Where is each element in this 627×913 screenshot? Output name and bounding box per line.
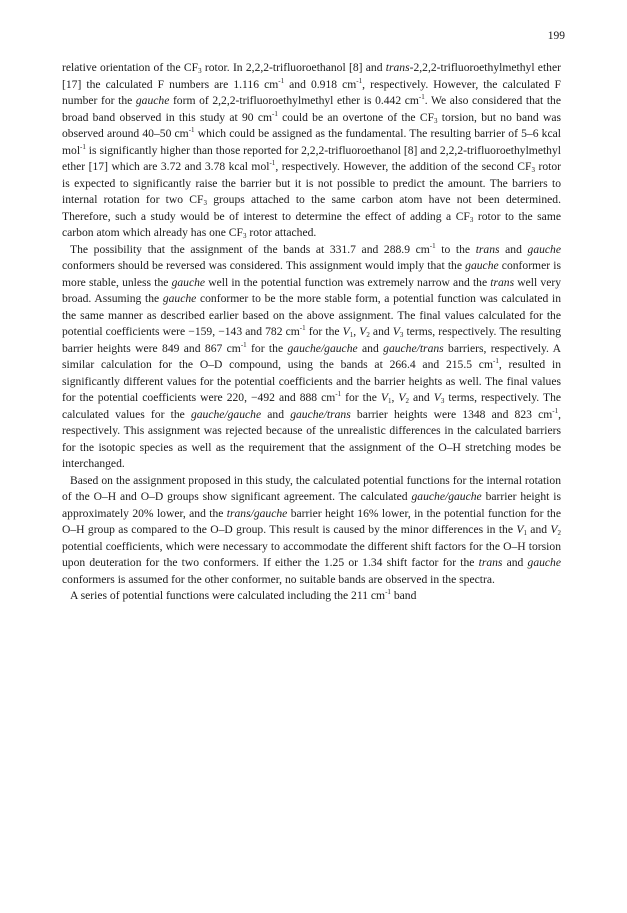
italic-term: gauche/gauche bbox=[287, 341, 358, 355]
italic-term: V bbox=[516, 523, 524, 536]
italic-term: trans/gauche bbox=[226, 506, 288, 520]
subscript: 1 bbox=[387, 397, 392, 405]
italic-term: V bbox=[433, 391, 441, 404]
superscript: -1 bbox=[188, 126, 195, 134]
superscript: -1 bbox=[335, 390, 342, 398]
italic-term: gauche bbox=[135, 94, 170, 107]
italic-term: gauche/trans bbox=[290, 407, 351, 421]
italic-term: gauche bbox=[465, 259, 499, 272]
subscript: 3 bbox=[531, 166, 535, 174]
italic-term: V bbox=[550, 523, 558, 536]
paragraph-oh-od-comparison: Based on the assignment proposed in this study, the calculated potential functions for the internal rotation of the O–H and O–D groups show significant agreement. The calculated gauche/gauche barrier height is approximately 20% lower, and the trans/gauche barrier height 16% lower, in the potential function for the O–H group as compared to the O–D group. This result is caused by the minor differences in the $V_1$ and $V_2$ potential coefficients, which were necessary to accommodate the different shift factors for the O–H torsion upon deuteration for the two conformers. If either the 1.25 or 1.34 shift factor for the trans and gauche conformers is assumed for the other conformer, no suitable bands are observed in the spectra. bbox=[62, 473, 561, 586]
italic-term: gauche bbox=[162, 292, 197, 305]
superscript: -1 bbox=[269, 159, 276, 167]
body-text bbox=[62, 60, 561, 605]
italic-term: gauche/gauche bbox=[190, 407, 262, 421]
italic-term: trans bbox=[490, 275, 515, 289]
italic-term: gauche bbox=[171, 275, 206, 289]
paragraph-reversed-assignment: The possibility that the assignment of the bands at 331.7 and 288.9 $cm^{-1}$ to the trans and gauche conformers should be reversed was considered. This assignment would imply that the gauche conformer is more stable, unless the gauche well in the potential function was extremely narrow and the trans well very broad. Assuming the gauche conformer to be the more stable form, a potential function was calculated in the same manner as described earlier based on the above assignment. The final values calculated for the potential coefficients were −159, −143 and 782 $cm^{-1}$ for the $V_1$, $V_2$ and $V_3$ terms, respectively. The resulting barrier heights were 849 and 867 $cm^{-1}$ for the gauche/gauche and gauche/trans barriers, respectively. A similar calculation for the O–D compound, using the bands at 266.4 and 215.5 $cm^{-1}$, resulted in significantly different values for the potential coefficients and the barrier heights as well. The final values for the potential coefficients were 220, −492 and 888 $cm^{-1}$ for the $V_1$, $V_2$ and $V_3$ terms, respectively. The calculated values for the gauche/gauche and gauche/trans barrier heights were 1348 and 823 $cm^{-1}$, respectively. This assignment was rejected because of the unrealistic differences in the calculated barriers for the isotopic species as well as the requirement that the assignment of the O–H stretching modes be interchanged. bbox=[62, 241, 562, 470]
subscript: 3 bbox=[203, 199, 207, 207]
italic-term: gauche/gauche bbox=[411, 490, 482, 503]
subscript: 3 bbox=[242, 232, 247, 240]
subscript: 1 bbox=[523, 529, 527, 537]
subscript: 3 bbox=[198, 67, 202, 75]
superscript: -1 bbox=[80, 142, 86, 151]
superscript: -1 bbox=[299, 324, 306, 332]
paragraph-potential-series: A series of potential functions were calculated including the 211 $cm^{-1}$ band bbox=[70, 588, 417, 602]
subscript: 3 bbox=[469, 215, 474, 224]
superscript: -1 bbox=[272, 109, 278, 118]
italic-term: trans bbox=[478, 556, 503, 569]
superscript: -1 bbox=[552, 406, 559, 415]
italic-term: trans bbox=[475, 242, 500, 256]
superscript: -1 bbox=[385, 588, 391, 596]
italic-term: V bbox=[359, 325, 367, 338]
subscript: 3 bbox=[399, 331, 404, 339]
subscript: 2 bbox=[405, 397, 409, 405]
subscript: 3 bbox=[434, 116, 438, 125]
superscript: -1 bbox=[356, 76, 363, 85]
superscript: -1 bbox=[492, 357, 499, 365]
italic-term: V bbox=[380, 391, 388, 404]
superscript: -1 bbox=[429, 241, 436, 250]
subscript: 1 bbox=[349, 331, 354, 339]
italic-term: V bbox=[398, 391, 406, 404]
italic-term: gauche/trans bbox=[383, 341, 444, 355]
italic-term: trans bbox=[385, 61, 410, 74]
superscript: -1 bbox=[418, 93, 425, 101]
superscript: -1 bbox=[278, 76, 285, 85]
paragraph-cf3-rotor: relative orientation of the $CF_3$ rotor. In 2,2,2-trifluoroethanol [8] and trans-2,2,2-trifluoroethylmethyl ether [17] the calculated F numbers are 1.116 $cm^{-1}$ and 0.918 $cm^{-1}$, respectively. However, the calculated F number for the gauche form of 2,2,2-trifluoroethylmethyl ether is 0.442 $cm^{-1}$. We also considered that the broad band observed in this study at 90 $cm^{-1}$ could be an overtone of the $CF_3$ torsion, but no band was observed around 40–50 $cm^{-1}$ which could be assigned as the fundamental. The resulting barrier of 5–6 kcal mol$^{-1}$ is significantly higher than those reported for 2,2,2-trifluoroethanol [8] and 2,2,2-trifluoroethylmethyl ether [17] which are 3.72 and 3.78 kcal mol$^{-1}$, respectively. However, the addition of the second $CF_3$ rotor is expected to significantly raise the barrier but it is not possible to predict the amount. The barriers to internal rotation for two $CF_3$ groups attached to the same carbon atom have not been determined. Therefore, such a study would be of interest to determine the effect of adding a $CF_3$ rotor to the same carbon atom which already has one $CF_3$ rotor attached. bbox=[62, 61, 562, 240]
subscript: 2 bbox=[557, 529, 561, 537]
italic-term: V bbox=[342, 325, 350, 338]
subscript: 2 bbox=[366, 331, 370, 339]
subscript: 3 bbox=[440, 397, 445, 405]
italic-term: gauche bbox=[527, 242, 561, 256]
superscript: -1 bbox=[240, 340, 247, 349]
italic-term: V bbox=[392, 325, 400, 338]
italic-term: gauche bbox=[527, 556, 561, 569]
page-number: 199 bbox=[547, 30, 565, 42]
